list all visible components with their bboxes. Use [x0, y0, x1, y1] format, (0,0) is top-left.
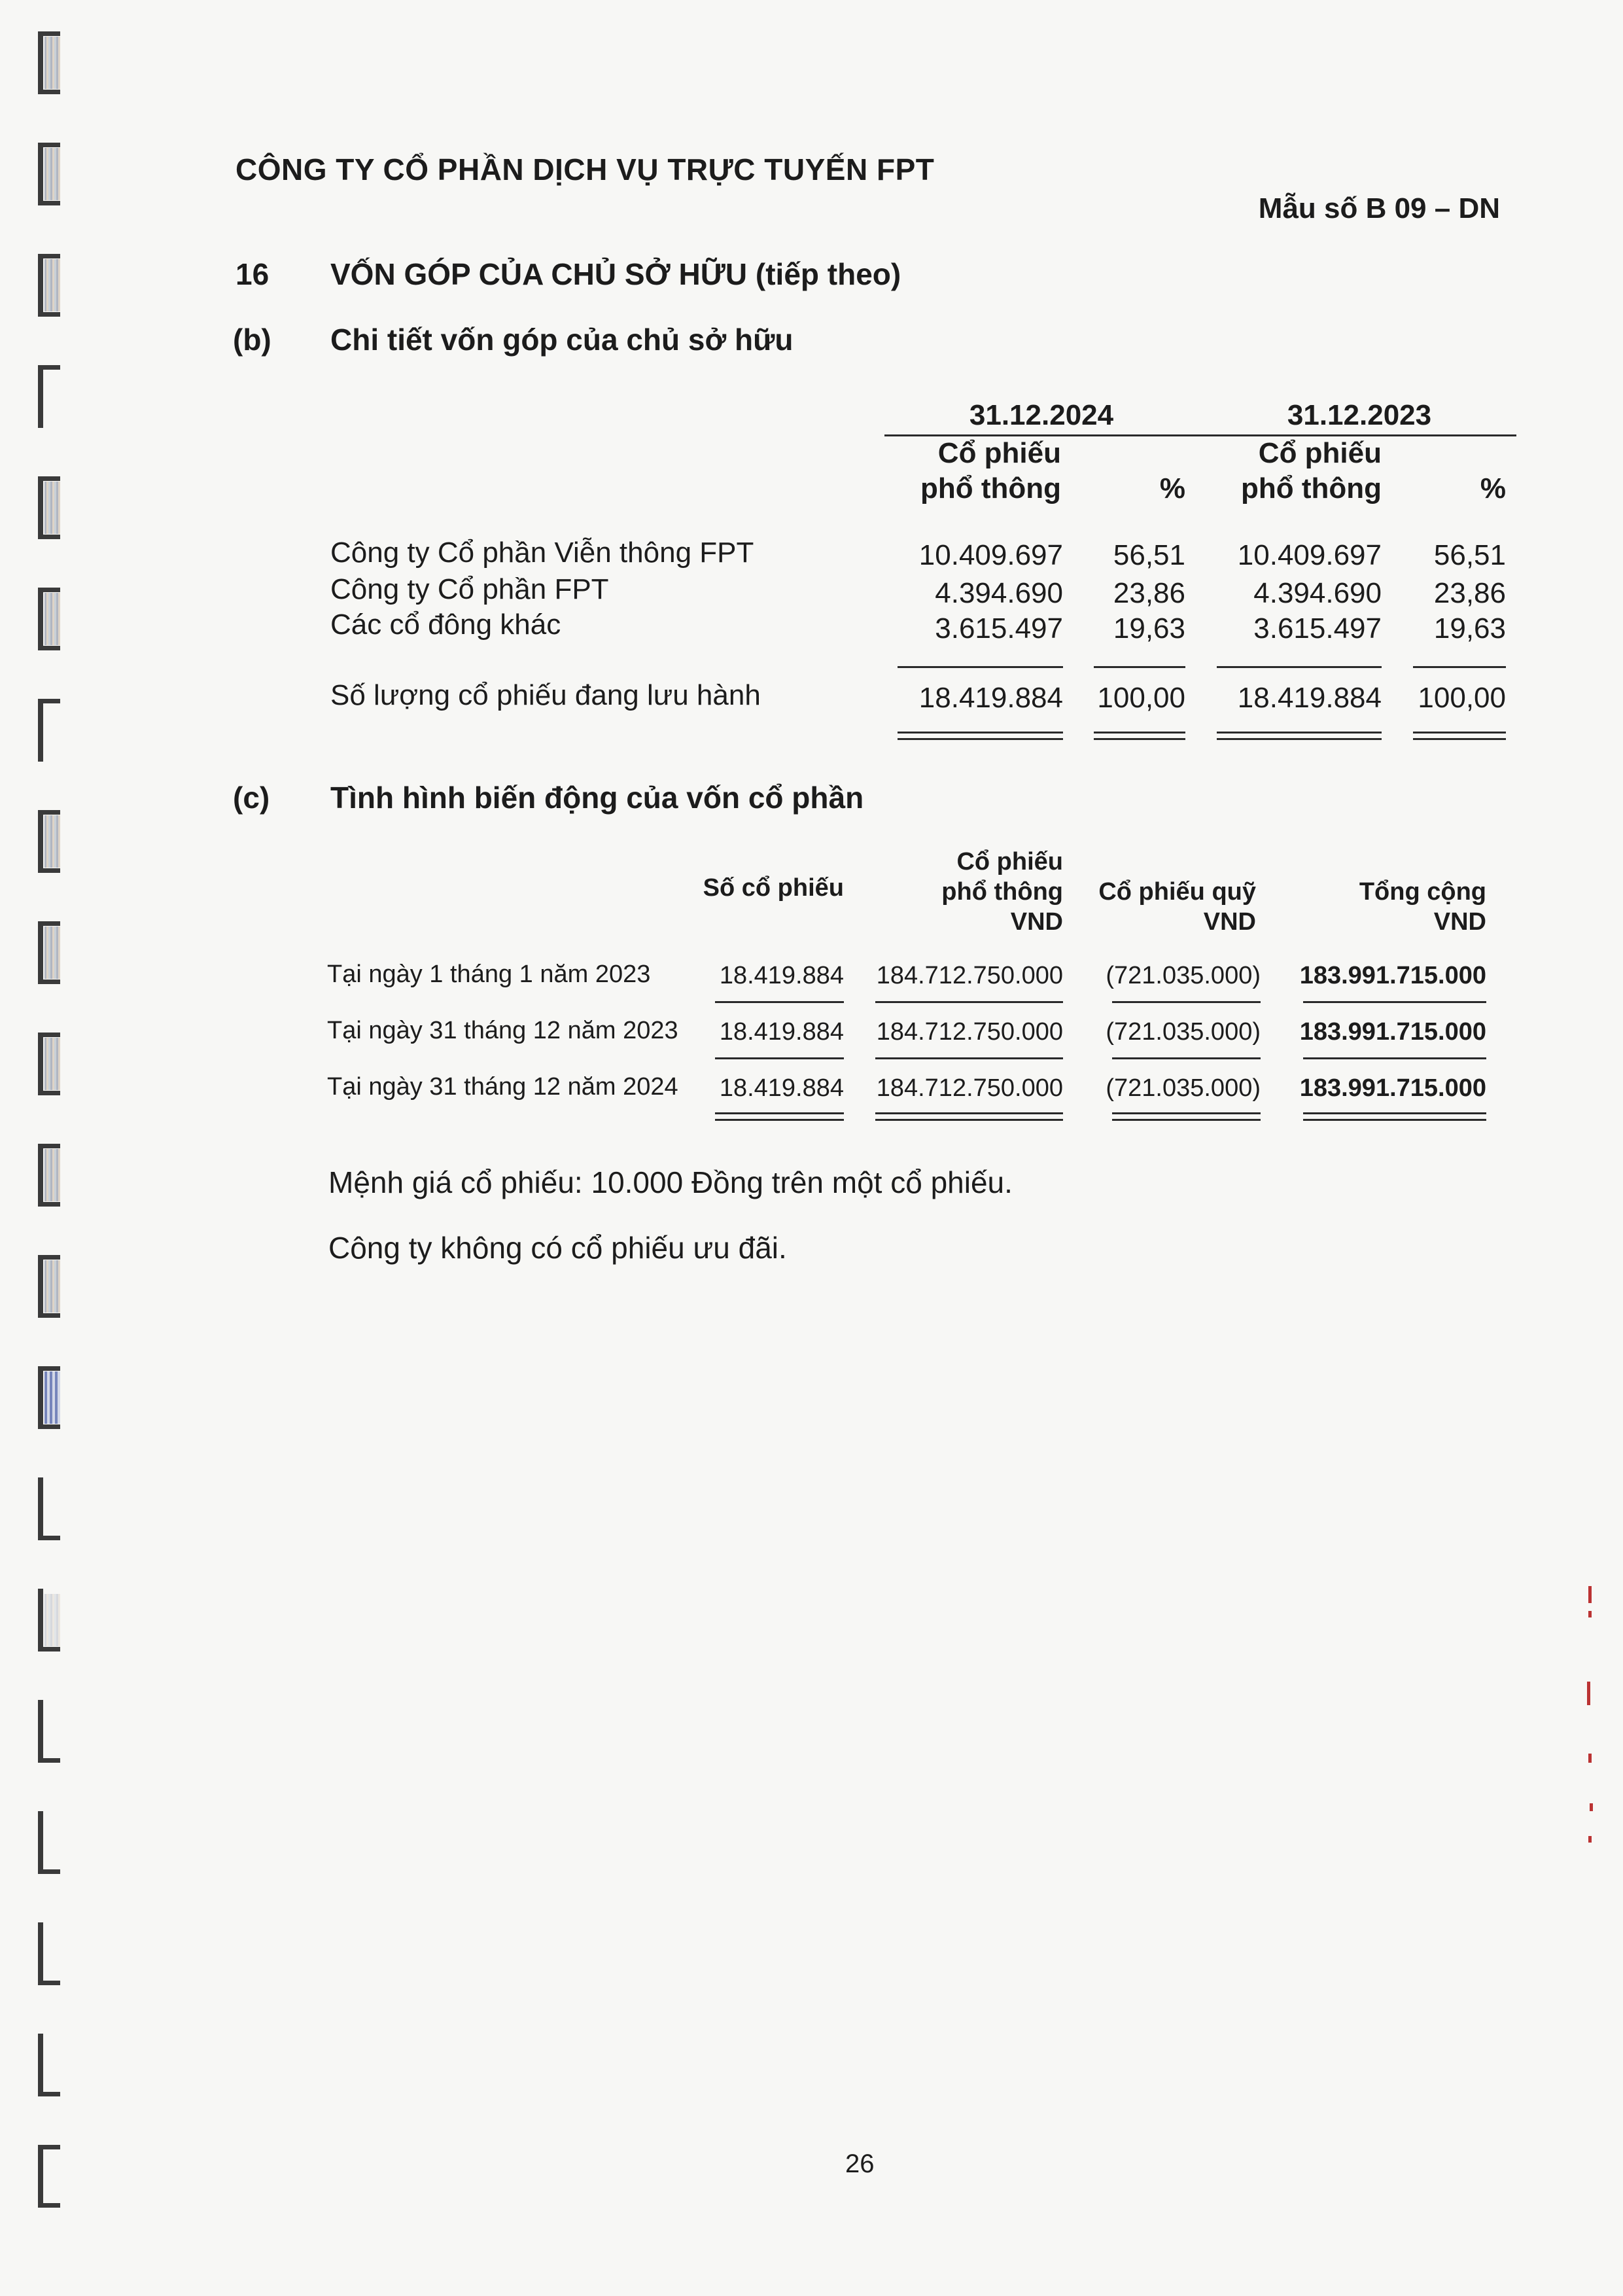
- total-double-rule: [1217, 732, 1382, 733]
- total-double-rule: [875, 1119, 1063, 1121]
- subtotal-rule: [898, 666, 1063, 668]
- red-mark: [1587, 1682, 1590, 1705]
- movement-treasury: (721.035.000): [1106, 1074, 1261, 1102]
- binder-mark: [38, 1589, 63, 1651]
- col-pct-2024: %: [1159, 472, 1185, 504]
- row-rule: [1303, 1001, 1486, 1003]
- total-double-rule: [715, 1119, 844, 1121]
- pct-2024: 23,86: [1113, 577, 1185, 609]
- red-mark: [1588, 1754, 1592, 1763]
- hdr-total-l2: VND: [1433, 908, 1486, 936]
- movement-shares: 18.419.884: [719, 962, 844, 989]
- movement-treasury: (721.035.000): [1106, 1018, 1261, 1046]
- row-rule: [1112, 1001, 1261, 1003]
- hdr-common-l1: Cổ phiếu: [956, 848, 1063, 875]
- movement-common: 184.712.750.000: [876, 1074, 1063, 1102]
- movement-total: 183.991.715.000: [1299, 1074, 1486, 1102]
- shareholder-name: Các cổ đông khác: [330, 609, 561, 641]
- total-double-rule: [1094, 732, 1185, 733]
- col-pct-2023: %: [1480, 472, 1506, 504]
- total-label: Số lượng cổ phiếu đang lưu hành: [330, 679, 761, 711]
- movement-treasury: (721.035.000): [1106, 962, 1261, 989]
- hdr-shares: Số cổ phiếu: [703, 874, 844, 902]
- hdr-treasury-l1: Cổ phiếu quỹ: [1098, 878, 1256, 906]
- binder-mark: [38, 254, 63, 317]
- row-rule: [1303, 1057, 1486, 1059]
- binder-mark: [38, 31, 63, 94]
- movement-common: 184.712.750.000: [876, 1018, 1063, 1046]
- par-value-note: Mệnh giá cổ phiếu: 10.000 Đồng trên một cổ phiếu.: [328, 1165, 1013, 1199]
- total-double-rule: [1303, 1112, 1486, 1114]
- col-shares-2024-l1: Cổ phiếu: [937, 437, 1061, 469]
- hdr-total-l1: Tổng cộng: [1359, 878, 1486, 906]
- shares-2024: 4.394.690: [935, 577, 1063, 609]
- row-rule: [715, 1001, 844, 1003]
- movement-date: Tại ngày 31 tháng 12 năm 2024: [327, 1073, 678, 1101]
- total-double-rule: [1094, 738, 1185, 740]
- shareholder-name: Công ty Cổ phần FPT: [330, 573, 609, 605]
- shareholder-name: Công ty Cổ phần Viễn thông FPT: [330, 537, 754, 569]
- section-title: VỐN GÓP CỦA CHỦ SỞ HỮU (tiếp theo): [330, 257, 901, 291]
- section-number: 16: [236, 257, 270, 291]
- shares-2024: 10.409.697: [918, 539, 1063, 571]
- binder-mark: [38, 1700, 63, 1763]
- row-rule: [875, 1057, 1063, 1059]
- row-rule: [1112, 1057, 1261, 1059]
- movement-total: 183.991.715.000: [1299, 1018, 1486, 1046]
- pct-2023: 19,63: [1433, 612, 1506, 645]
- total-double-rule: [898, 738, 1063, 740]
- col-shares-2024-l2: phổ thông: [920, 472, 1061, 504]
- pct-2023: 23,86: [1433, 577, 1506, 609]
- total-shares-2024: 18.419.884: [918, 682, 1063, 714]
- preferred-shares-note: Công ty không có cổ phiếu ưu đãi.: [328, 1231, 787, 1265]
- binder-mark: [38, 1144, 63, 1207]
- part-b-title: Chi tiết vốn góp của chủ sở hữu: [330, 323, 794, 357]
- total-double-rule: [898, 732, 1063, 733]
- pct-2024: 56,51: [1113, 539, 1185, 571]
- shares-2023: 10.409.697: [1237, 539, 1382, 571]
- subtotal-rule: [1217, 666, 1382, 668]
- movement-shares: 18.419.884: [719, 1018, 844, 1046]
- binder-mark: [38, 810, 63, 873]
- col-shares-2023-l1: Cổ phiếu: [1258, 437, 1382, 469]
- part-c-label: (c): [233, 781, 270, 815]
- total-double-rule: [1413, 732, 1506, 733]
- col-shares-2023-l2: phổ thông: [1240, 472, 1382, 504]
- hdr-common-l3: VND: [1010, 908, 1063, 936]
- binder-mark: [38, 1033, 63, 1095]
- header-rule: [884, 434, 1516, 436]
- shares-2024: 3.615.497: [935, 612, 1063, 645]
- movement-common: 184.712.750.000: [876, 962, 1063, 989]
- total-pct-2024: 100,00: [1097, 682, 1185, 714]
- company-name: CÔNG TY CỔ PHẦN DỊCH VỤ TRỰC TUYẾN FPT: [236, 152, 935, 186]
- pct-2023: 56,51: [1433, 539, 1506, 571]
- period-2024-header: 31.12.2024: [969, 399, 1114, 431]
- hdr-common-l2: phổ thông: [941, 878, 1063, 906]
- row-rule: [875, 1001, 1063, 1003]
- total-double-rule: [1217, 738, 1382, 740]
- period-2023-header: 31.12.2023: [1287, 399, 1432, 431]
- part-b-label: (b): [233, 323, 271, 357]
- total-shares-2023: 18.419.884: [1237, 682, 1382, 714]
- binder-mark: [38, 588, 63, 650]
- shares-2023: 4.394.690: [1253, 577, 1382, 609]
- red-mark: [1588, 1611, 1592, 1617]
- hdr-treasury-l2: VND: [1203, 908, 1256, 936]
- binder-mark: [38, 1477, 63, 1540]
- total-double-rule: [715, 1112, 844, 1114]
- red-mark: [1588, 1586, 1592, 1603]
- movement-shares: 18.419.884: [719, 1074, 844, 1102]
- movement-date: Tại ngày 1 tháng 1 năm 2023: [327, 961, 651, 988]
- page-number: 26: [845, 2149, 875, 2178]
- binder-mark: [38, 1255, 63, 1318]
- form-code: Mẫu số B 09 – DN: [1258, 192, 1500, 224]
- movement-total: 183.991.715.000: [1299, 962, 1486, 989]
- part-c-title: Tình hình biến động của vốn cổ phần: [330, 781, 864, 815]
- total-pct-2023: 100,00: [1418, 682, 1506, 714]
- shares-2023: 3.615.497: [1253, 612, 1382, 645]
- total-double-rule: [1112, 1119, 1261, 1121]
- binder-mark: [38, 365, 63, 428]
- subtotal-rule: [1094, 666, 1185, 668]
- total-double-rule: [1112, 1112, 1261, 1114]
- total-double-rule: [1413, 738, 1506, 740]
- binder-mark: [38, 1922, 63, 1985]
- row-rule: [715, 1057, 844, 1059]
- pct-2024: 19,63: [1113, 612, 1185, 645]
- binder-mark: [38, 1366, 63, 1429]
- red-mark: [1590, 1803, 1593, 1811]
- subtotal-rule: [1413, 666, 1506, 668]
- binder-mark: [38, 1811, 63, 1874]
- binder-mark: [38, 2034, 63, 2096]
- binder-mark: [38, 699, 63, 762]
- total-double-rule: [1303, 1119, 1486, 1121]
- binder-mark: [38, 143, 63, 205]
- movement-date: Tại ngày 31 tháng 12 năm 2023: [327, 1017, 678, 1044]
- binder-mark: [38, 921, 63, 984]
- binder-mark: [38, 476, 63, 539]
- red-mark: [1588, 1836, 1592, 1843]
- total-double-rule: [875, 1112, 1063, 1114]
- binder-mark: [38, 2145, 63, 2208]
